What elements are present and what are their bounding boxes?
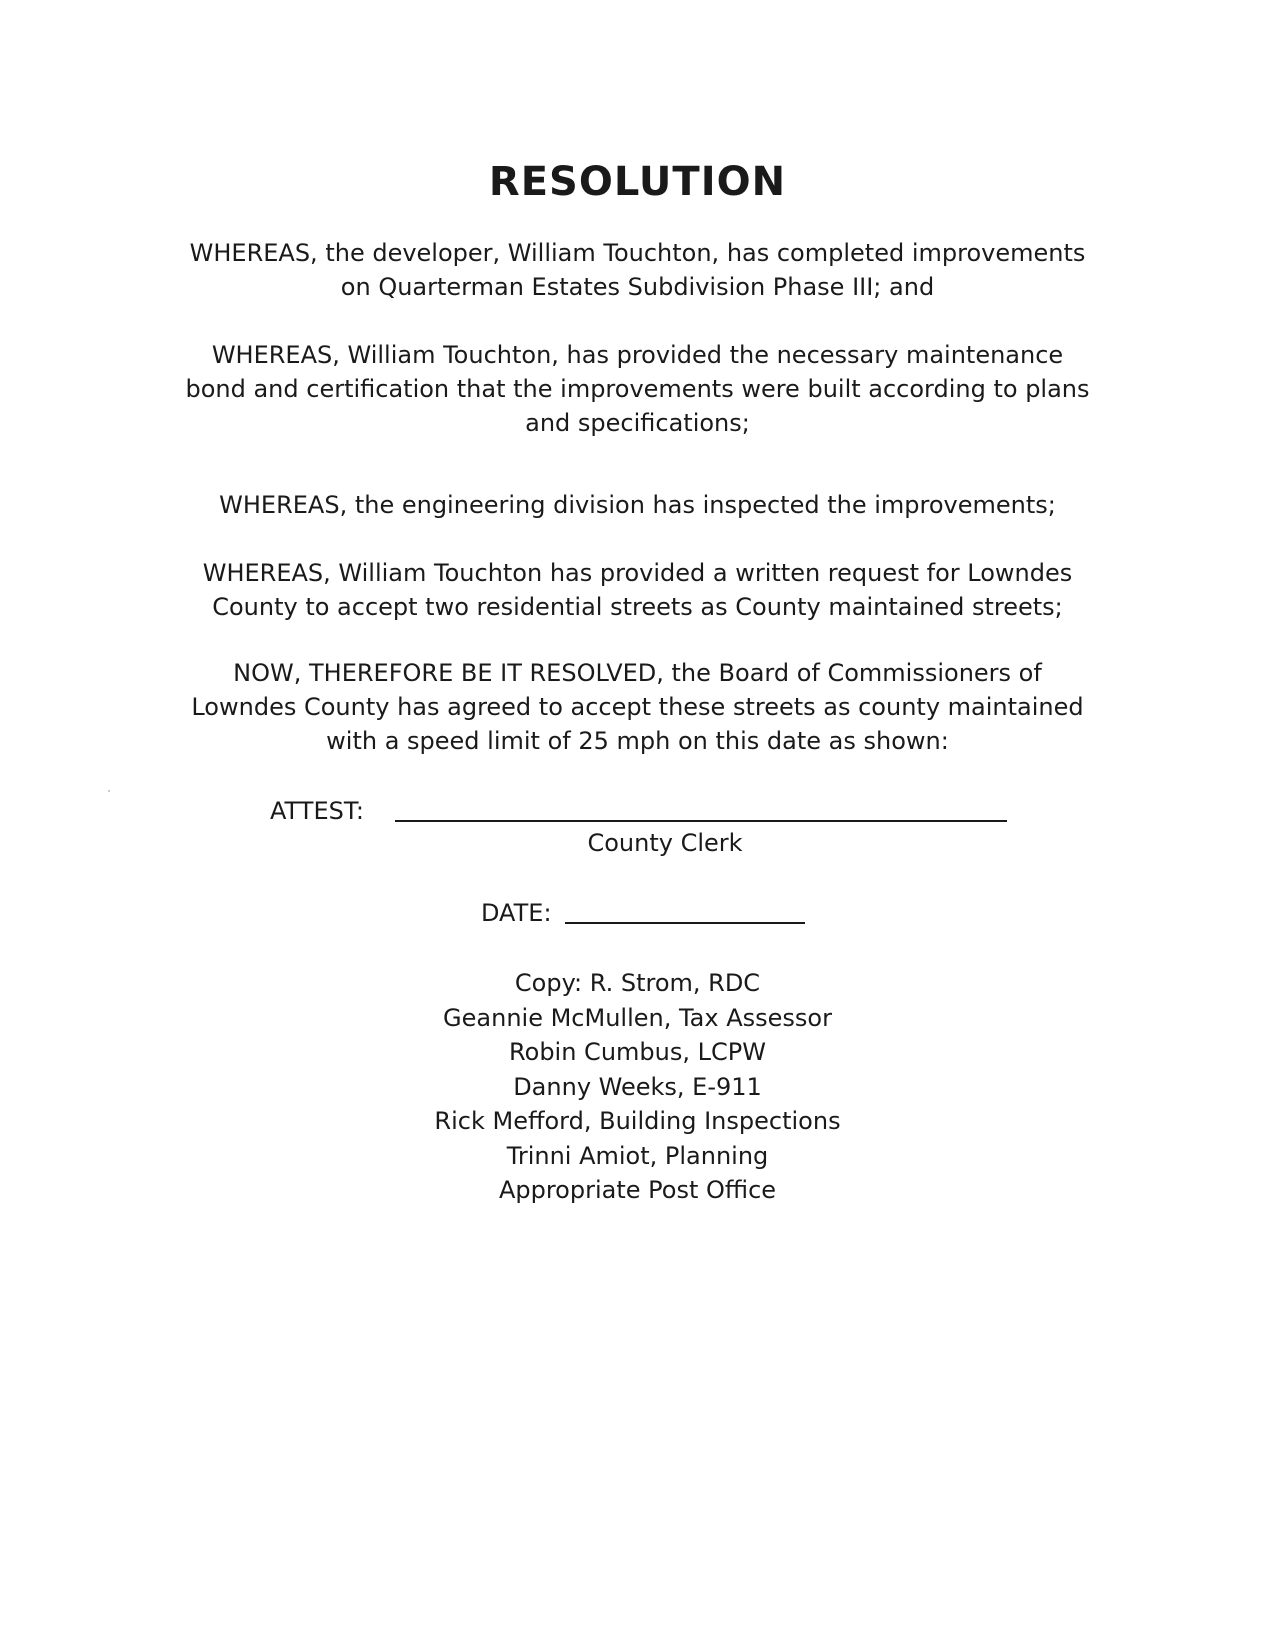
copy-distribution-list [150, 966, 1125, 1208]
copy-recipient: Trinni Amiot, Planning [506, 1141, 769, 1170]
paragraph-line: NOW, THEREFORE BE IT RESOLVED, the Board of Commissioners of [233, 659, 1042, 687]
attest-signature-line [395, 820, 1007, 822]
copy-recipient: Robin Cumbus, LCPW [509, 1038, 766, 1066]
whereas-paragraph-maintenance-bond [150, 338, 1125, 440]
copy-recipient: Appropriate Post Office [498, 1176, 777, 1204]
copy-recipient: Geannie McMullen, Tax Assessor [443, 1003, 832, 1032]
paragraph-line: WHEREAS, William Touchton has provided a written request for Lowndes [202, 559, 1073, 587]
paragraph-line: WHEREAS, the developer, William Touchton, has completed improvements [189, 239, 1086, 267]
scan-speck [108, 790, 110, 792]
county-clerk-caption: County Clerk [587, 829, 743, 857]
attest-label: ATTEST: [270, 797, 364, 825]
paragraph-line: Lowndes County has agreed to accept these streets as county maintained [191, 693, 1084, 721]
copy-recipient: Copy: R. Strom, RDC [514, 969, 761, 997]
copy-recipient: Danny Weeks, E-911 [513, 1072, 762, 1101]
paragraph-line: WHEREAS, William Touchton, has provided the necessary maintenance [211, 341, 1064, 369]
paragraph-line: bond and certification that the improvements were built according to plans [185, 375, 1090, 403]
paragraph-line: and specifications; [525, 409, 750, 437]
resolved-paragraph [150, 656, 1125, 758]
whereas-paragraph-written-request [150, 556, 1125, 624]
paragraph-line: with a speed limit of 25 mph on this date as shown: [326, 727, 949, 755]
paragraph-line: County to accept two residential streets as County maintained streets; [212, 593, 1063, 621]
paragraph-line: on Quarterman Estates Subdivision Phase III; and [340, 273, 935, 301]
paragraph-line: WHEREAS, the engineering division has inspected the improvements; [219, 491, 1056, 519]
document-title: RESOLUTION [488, 159, 787, 205]
date-blank-line [565, 922, 805, 924]
date-label: DATE: [481, 899, 552, 927]
whereas-paragraph-inspection [150, 488, 1125, 522]
copy-recipient: Rick Mefford, Building Inspections [434, 1107, 841, 1135]
whereas-paragraph-completed-improvements [150, 236, 1125, 304]
